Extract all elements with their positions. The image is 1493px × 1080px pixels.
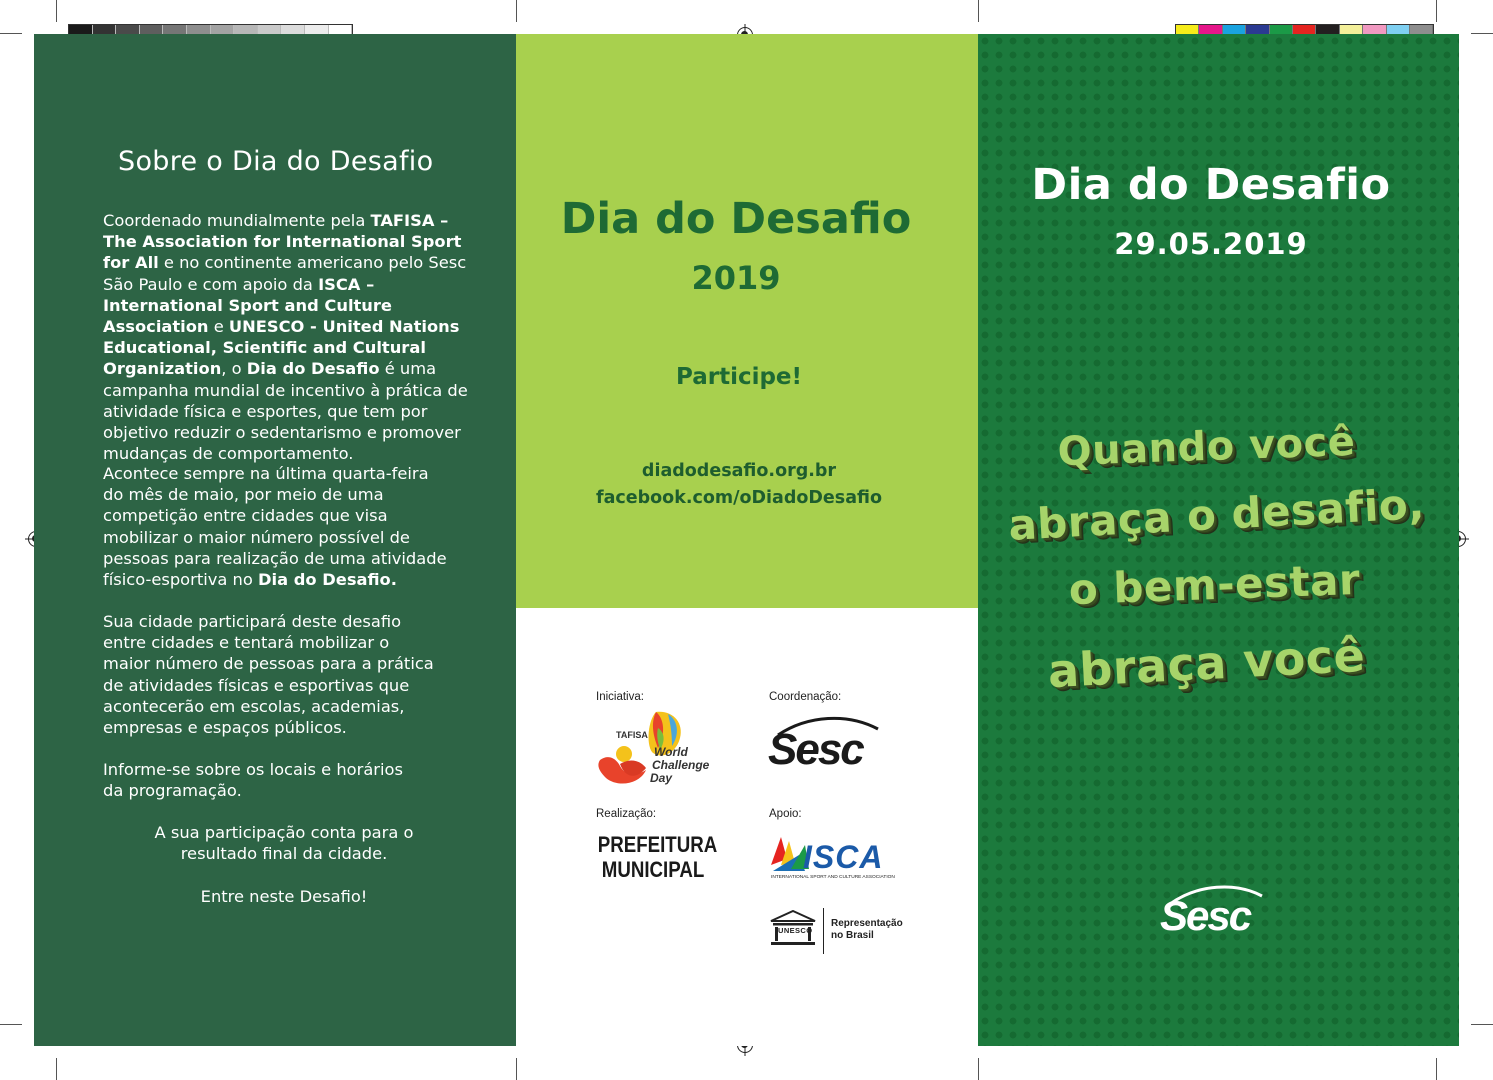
fold-mark (516, 1058, 517, 1080)
text-run: , o (221, 359, 247, 379)
unesco-rep-line2: no Brasil (831, 930, 874, 941)
cover-title: Dia do Desafio (1031, 160, 1391, 210)
unesco-text: UNESCO (778, 926, 813, 935)
website-link[interactable]: diadodesafio.org.br (641, 461, 837, 481)
unesco-rep-line1: Representação (831, 918, 903, 929)
crop-mark (1471, 33, 1493, 34)
cover-sesc-logo (1158, 882, 1268, 942)
left-panel (34, 34, 516, 1046)
isca-subtitle: INTERNATIONAL SPORT AND CULTURE ASSOCIATION (771, 875, 895, 880)
iniciativa-label: Iniciativa: (596, 691, 644, 703)
bold-text-run: Dia do Desafio. (258, 570, 397, 590)
sesc-text: Sesc (768, 725, 863, 774)
fold-mark (516, 0, 517, 22)
slogan-line-4: abraça você (1046, 627, 1367, 699)
apoio-label: Apoio: (769, 808, 802, 820)
slogan-line-2: abraça o desafio, (1007, 479, 1426, 550)
slogan-line-1: Quando você (1056, 418, 1357, 476)
middle-year: 2019 (691, 259, 781, 297)
bold-text-run: UNESCO - United Nations Educational, Scientific and Cultural Organization (103, 317, 460, 379)
bold-text-run: Dia do Desafio (246, 359, 380, 379)
sesc-logo (768, 713, 883, 775)
slogan-line-3: o bem-estar (1068, 554, 1361, 615)
unesco-divider (823, 908, 824, 954)
text-run: Acontece sempre na última quarta-feira do mês de maio, por meio de uma competição entre cidades que visa mobilizar o maior número possível de pessoas para realização de uma atividade físico-esportiva no (103, 464, 447, 590)
paragraph-inform: Informe-se sobre os locais e horários da programação. (103, 760, 403, 801)
coordenacao-label: Coordenação: (769, 691, 842, 703)
middle-panel-top (516, 34, 978, 608)
paragraph-city: Sua cidade participará deste desafio entre cidades e tentará mobilizar o maior número de pessoas para a prática de atividades físicas e esportivas que acontecerão em escolas, academias, empresas e espaços públicos. (103, 612, 434, 738)
cover-date: 29.05.2019 (1114, 227, 1308, 261)
crop-mark (0, 1024, 22, 1025)
left-panel-title: Sobre o Dia do Desafio (118, 146, 434, 177)
middle-title: Dia do Desafio (560, 194, 912, 244)
call-to-action: Entre neste Desafio! (200, 887, 368, 906)
right-panel-cover (978, 34, 1459, 1046)
bold-text-run: ISCA – International Sport and Culture Association (103, 274, 392, 337)
text-run: é uma campanha mundial de incentivo à prática de atividade física e esportes, que tem por objetivo reduzir o sedentarismo e promover mudanças de comportamento. (103, 359, 468, 464)
prefeitura-municipal-logo (588, 832, 718, 882)
crop-mark (56, 0, 57, 22)
wcd-line3: Day (650, 771, 673, 785)
isca-logo (769, 833, 909, 883)
paragraph-about (103, 210, 473, 464)
tafisa-text: TAFISA (616, 730, 648, 740)
text-run: Coordenado mundialmente pela (103, 211, 371, 230)
text-run: e (208, 317, 229, 337)
unesco-logo (769, 908, 919, 954)
prefeitura-line1: PREFEITURA (597, 832, 718, 857)
wcd-line2: Challenge (652, 758, 710, 772)
participation-note: A sua participação conta para o resultado final da cidade. (154, 823, 414, 864)
participe-heading: Participe! (675, 364, 803, 390)
cover-sesc-text: Sesc (1160, 892, 1251, 939)
realizacao-label: Realização: (596, 808, 657, 820)
wcd-line1: World (654, 745, 688, 759)
crop-mark (0, 33, 22, 34)
middle-panel-logos (516, 608, 978, 1046)
isca-text: ISCA (803, 839, 884, 875)
tafisa-world-challenge-day-logo (594, 708, 714, 790)
crop-mark (1436, 0, 1437, 22)
crop-mark (1436, 1058, 1437, 1080)
fold-mark (978, 1058, 979, 1080)
text-run: e no continente americano pelo Sesc São Paulo e com apoio da (103, 253, 467, 294)
crop-mark (1471, 1024, 1493, 1025)
prefeitura-line2: MUNICIPAL (601, 857, 705, 882)
crop-mark (56, 1058, 57, 1080)
fold-mark (978, 0, 979, 22)
paragraph-when (103, 463, 453, 590)
facebook-link[interactable]: facebook.com/oDiadoDesafio (595, 488, 883, 508)
bold-text-run: TAFISA – The Association for International Sport for All (103, 211, 462, 273)
